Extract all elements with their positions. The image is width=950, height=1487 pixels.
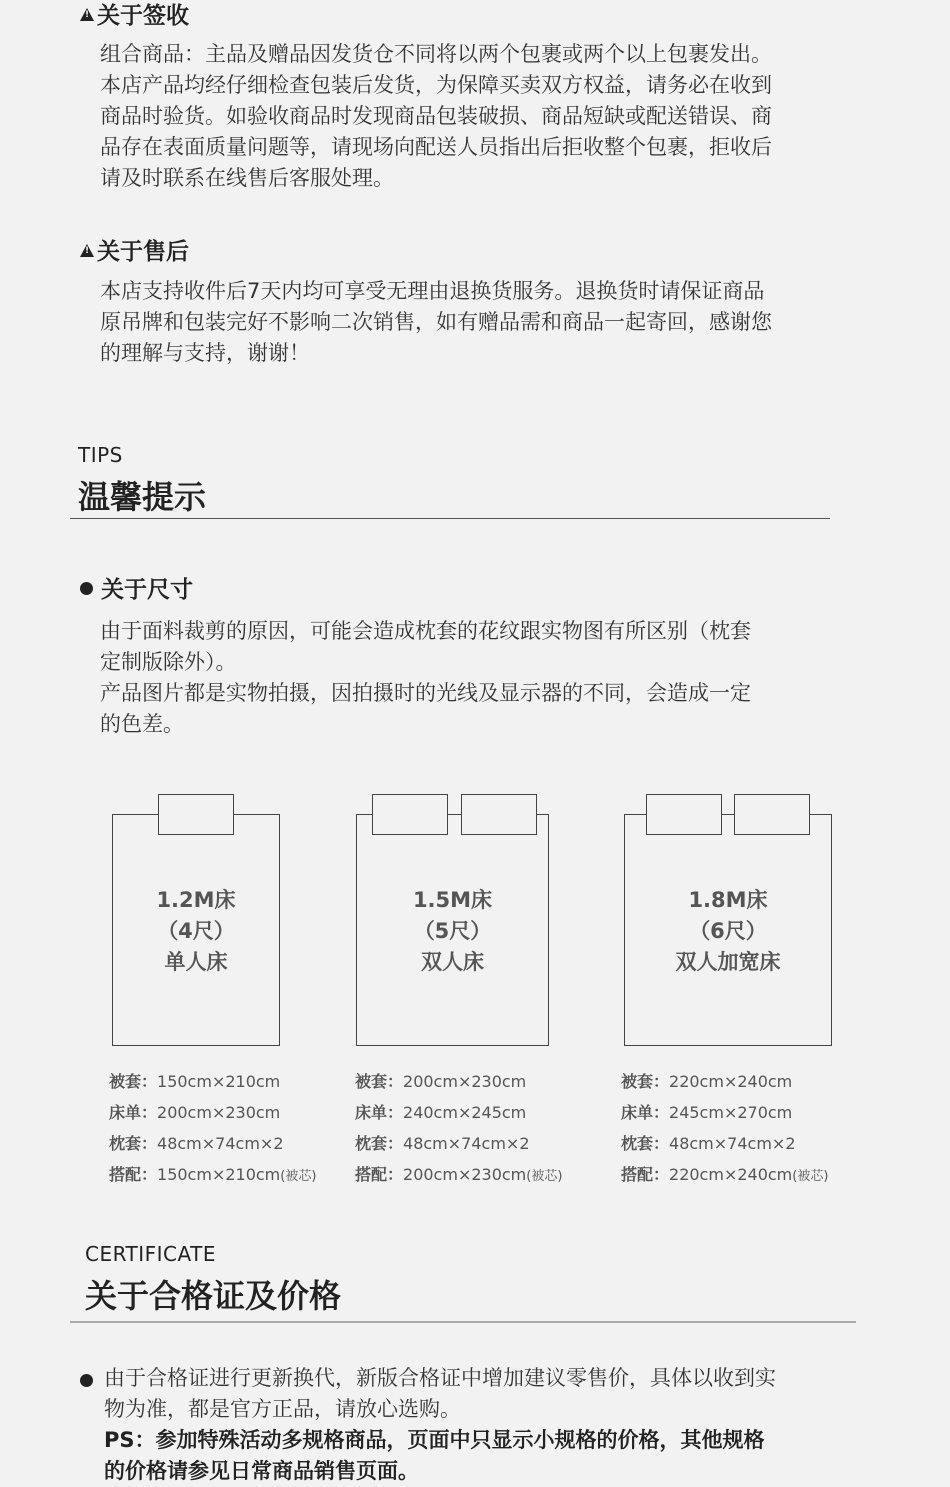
certificate-title: 关于合格证及价格 <box>85 1277 342 1315</box>
spec-row <box>355 1066 562 1097</box>
aftersale-line: 原吊牌和包装完好不影响二次销售，如有赠品需和商品一起寄回，感谢您 <box>100 310 772 334</box>
bed-size: 1.5M床 <box>412 888 493 912</box>
aftersale-heading <box>80 233 189 266</box>
sign-text <box>100 39 860 194</box>
pillow <box>372 794 448 835</box>
bed-label-3 <box>624 885 832 978</box>
warning-icon <box>80 8 94 21</box>
bed-label-2 <box>356 885 549 978</box>
size-line: 由于面料裁剪的原因，可能会造成枕套的花纹跟实物图有所区别（枕套 <box>100 619 751 643</box>
size-line: 产品图片都是实物拍摄，因拍摄时的光线及显示器的不同，会造成一定 <box>100 681 751 705</box>
sign-line: 本店产品均经仔细检查包装后发货，为保障买卖双方权益，请务必在收到 <box>100 73 772 97</box>
sign-title: 关于签收 <box>97 3 189 29</box>
spec-value: 200cm×230cm <box>403 1165 527 1184</box>
spec-row <box>355 1159 562 1192</box>
spec-key: 被套： <box>109 1072 158 1091</box>
size-text <box>100 616 860 740</box>
size-line: 定制版除外）。 <box>100 650 237 674</box>
spec-row <box>355 1097 562 1128</box>
aftersale-text <box>100 276 860 369</box>
bed-label-1 <box>112 885 280 978</box>
spec-value: 200cm×230cm <box>403 1072 527 1091</box>
spec-value: 245cm×270cm <box>669 1103 793 1122</box>
sign-line: 品存在表面质量问题等，请现场向配送人员指出后拒收整个包裹，拒收后 <box>100 135 772 159</box>
pillow <box>646 794 722 835</box>
sign-line: 商品时验货。如验收商品时发现商品包装破损、商品短缺或配送错误、商 <box>100 104 772 128</box>
certificate-divider <box>70 1321 856 1323</box>
spec-key: 搭配： <box>621 1165 670 1184</box>
sign-heading <box>80 0 189 30</box>
spec-row <box>109 1159 316 1192</box>
bed-chi: （5尺） <box>413 919 492 943</box>
pillow <box>158 794 234 835</box>
size-line: 的色差。 <box>100 712 184 736</box>
bullet-icon <box>80 582 93 595</box>
tips-divider <box>70 518 830 519</box>
spec-key: 枕套： <box>355 1134 404 1153</box>
bed-size: 1.8M床 <box>688 888 768 912</box>
spec-note: (被芯) <box>280 1169 317 1184</box>
spec-key: 枕套： <box>621 1134 670 1153</box>
spec-note: (被芯) <box>526 1169 563 1184</box>
certificate-en-label: CERTIFICATE <box>85 1242 217 1266</box>
spec-value: 48cm×74cm×2 <box>403 1134 530 1153</box>
spec-key: 床单： <box>109 1103 158 1122</box>
bed-chi: （4尺） <box>157 919 235 943</box>
spec-value: 48cm×74cm×2 <box>157 1134 284 1153</box>
bullet-icon <box>80 1374 93 1387</box>
spec-value: 150cm×210cm <box>157 1165 281 1184</box>
spec-key: 床单： <box>355 1103 404 1122</box>
spec-key: 被套： <box>355 1072 404 1091</box>
spec-row <box>621 1128 828 1159</box>
spec-row <box>621 1159 828 1192</box>
spec-key: 被套： <box>621 1072 670 1091</box>
sign-line: 组合商品：主品及赠品因发货仓不同将以两个包裹或两个以上包裹发出。 <box>100 42 772 66</box>
spec-row <box>109 1066 316 1097</box>
spec-key: 搭配： <box>109 1165 158 1184</box>
spec-row <box>355 1128 562 1159</box>
tips-title: 温馨提示 <box>78 478 207 516</box>
certificate-text <box>104 1363 884 1487</box>
spec-value: 240cm×245cm <box>403 1103 527 1122</box>
bed-specs-1 <box>109 1066 316 1192</box>
ps-line: 的价格请参见日常商品销售页面。 <box>104 1459 419 1483</box>
size-title: 关于尺寸 <box>101 577 193 603</box>
spec-value: 48cm×74cm×2 <box>669 1134 796 1153</box>
tips-en-label: TIPS <box>78 443 123 467</box>
bed-type: 双人床 <box>421 950 484 974</box>
spec-key: 枕套： <box>109 1134 158 1153</box>
size-heading <box>80 571 193 604</box>
bed-specs-2 <box>355 1066 562 1192</box>
warning-icon <box>80 244 94 257</box>
spec-value: 220cm×240cm <box>669 1072 793 1091</box>
bed-size: 1.2M床 <box>156 888 236 912</box>
ps-line: PS：参加特殊活动多规格商品，页面中只显示小规格的价格，其他规格 <box>104 1428 765 1452</box>
spec-note: (被芯) <box>792 1169 829 1184</box>
spec-key: 搭配： <box>355 1165 404 1184</box>
certificate-line: 由于合格证进行更新换代，新版合格证中增加建议零售价，具体以收到实 <box>104 1366 776 1390</box>
spec-row <box>621 1066 828 1097</box>
aftersale-line: 的理解与支持，谢谢！ <box>100 341 310 365</box>
bed-type: 双人加宽床 <box>675 950 781 974</box>
spec-value: 220cm×240cm <box>669 1165 793 1184</box>
pillow <box>734 794 810 835</box>
spec-value: 150cm×210cm <box>157 1072 281 1091</box>
certificate-line: 物为准，都是官方正品，请放心选购。 <box>104 1397 461 1421</box>
bed-specs-3 <box>621 1066 828 1192</box>
aftersale-title: 关于售后 <box>97 239 189 265</box>
spec-key: 床单： <box>621 1103 670 1122</box>
sign-line: 请及时联系在线售后客服处理。 <box>100 166 394 190</box>
spec-row <box>109 1097 316 1128</box>
aftersale-line: 本店支持收件后7天内均可享受无理由退换货服务。退换货时请保证商品 <box>100 279 765 303</box>
spec-row <box>109 1128 316 1159</box>
bed-type: 单人床 <box>164 950 228 974</box>
bed-chi: （6尺） <box>689 919 767 943</box>
pillow <box>461 794 537 835</box>
spec-row <box>621 1097 828 1128</box>
spec-value: 200cm×230cm <box>157 1103 281 1122</box>
